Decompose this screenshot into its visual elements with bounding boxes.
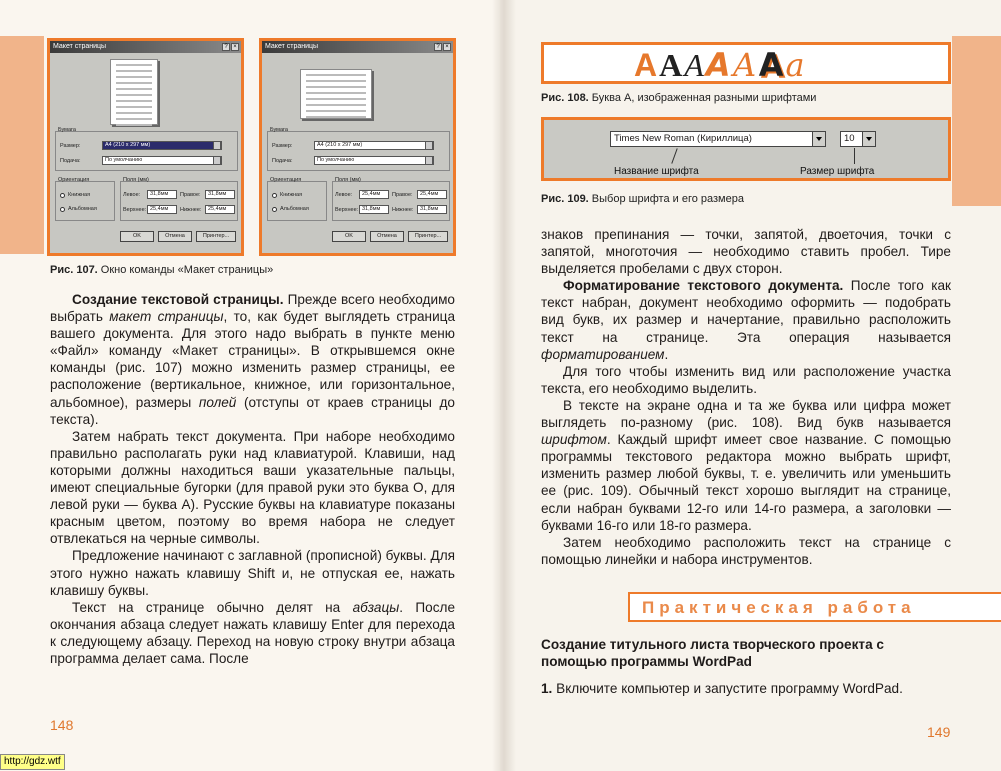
- practice-heading: Практическая работа: [642, 598, 916, 617]
- step-number: 1.: [541, 681, 553, 696]
- left-margin-label: Левое:: [335, 192, 353, 198]
- orientation-group: [267, 181, 327, 221]
- size-label: Размер:: [272, 143, 293, 149]
- font-size-combo[interactable]: 10: [840, 131, 876, 147]
- page-number-right: 149: [927, 724, 951, 740]
- page-preview: [300, 69, 372, 119]
- size-select[interactable]: A4 (210 x 297 мм): [102, 141, 222, 150]
- right-body-text: [541, 226, 951, 568]
- font-name-combo[interactable]: Times New Roman (Кириллица): [610, 131, 826, 147]
- paragraph: Текст на странице обычно делят на абзацы. После окончания абзаца следует нажать клавишу Enter для перехода к следующему абзацу. Переход на новую строку внутри абзаца программа делает сама. После: [50, 599, 455, 666]
- figure-109-font-toolbar: [541, 117, 951, 181]
- printer-button[interactable]: Принтер...: [408, 231, 448, 242]
- letter-sample: a: [785, 46, 805, 84]
- margins-label: Поля (мм): [123, 177, 149, 183]
- landscape-radio[interactable]: [60, 207, 65, 212]
- letter-sample: А: [659, 47, 683, 83]
- page-left: [0, 0, 500, 771]
- landscape-radio[interactable]: [272, 207, 277, 212]
- left-margin-label: Левое:: [123, 192, 141, 198]
- landscape-label: Альбомная: [68, 206, 97, 212]
- caption-text: Выбор шрифта и его размера: [588, 193, 744, 205]
- letter-sample: А: [684, 47, 704, 83]
- letter-sample: А: [758, 46, 784, 84]
- paragraph: Затем набрать текст документа. При наборе необходимо правильно располагать руки над клавиатурой. Клавиши, над которыми должны находиться ваши указательные пальцы, имеют специальные бугорки (для правой руки это буква О, для левой руки — буква А). Русские буквы на клавиатуре показаны красным цветом, поэтому во время набора не следует отвлекаться на черные символы.: [50, 428, 455, 547]
- ok-button[interactable]: OK: [120, 231, 154, 242]
- paragraph: Создание текстовой страницы. Прежде всего необходимо выбрать макет страницы, то, как будет выглядеть страница вашего документа. Для этого надо выбрать в пункте меню «Файл» команду «Макет страницы». В открывшемся окне команды (рис. 107) можно изменить размер страницы, ее расположение (вертикальное, книжное, или горизонтальное, альбомное), размеры полей (отступы от краев страницы до текста).: [50, 292, 456, 427]
- paragraph: Предложение начинают с заглавной (прописной) буквы. Для этого нужно нажать клавишу Shift и, не отпуская ее, нажать клавишу буквы.: [50, 548, 455, 598]
- dialog-title: Макет страницы: [265, 43, 319, 50]
- left-margin-input[interactable]: 25,4мм: [359, 190, 389, 199]
- dialog-title: Макет страницы: [53, 43, 107, 50]
- left-body-text: [50, 291, 455, 667]
- orientation-label: Ориентация: [270, 177, 302, 183]
- letter-sample: А: [705, 46, 731, 84]
- letter-sample: А: [634, 47, 658, 83]
- size-label: Размер:: [60, 143, 81, 149]
- right-margin-input[interactable]: 31,8мм: [205, 190, 235, 199]
- portrait-label: Книжная: [280, 192, 303, 198]
- top-margin-input[interactable]: 31,8мм: [359, 205, 389, 214]
- caption-text: Окно команды «Макет страницы»: [97, 264, 274, 276]
- help-icon[interactable]: ?: [434, 43, 442, 51]
- dialog-titlebar: [262, 41, 453, 53]
- chevron-down-icon[interactable]: [812, 131, 826, 147]
- caption-number: Рис. 108.: [541, 92, 589, 104]
- margins-group: [332, 181, 450, 221]
- top-margin-label: Верхнее:: [335, 207, 359, 213]
- practice-heading-box: [628, 592, 1001, 622]
- portrait-radio[interactable]: [60, 193, 65, 198]
- bottom-margin-label: Нижнее:: [392, 207, 414, 213]
- paragraph: Для того чтобы изменить вид или расположение участка текста, его необходимо выделить.: [541, 363, 951, 396]
- pointer-line: [671, 148, 677, 163]
- caption-number: Рис. 109.: [541, 193, 589, 205]
- paper-group-label: Бумага: [58, 127, 76, 133]
- task-title: Создание титульного листа творческого проекта с помощью программы WordPad: [541, 637, 884, 670]
- margins-group: [120, 181, 238, 221]
- paper-group-label: Бумага: [270, 127, 288, 133]
- help-icon[interactable]: ?: [222, 43, 230, 51]
- cancel-button[interactable]: Отмена: [370, 231, 404, 242]
- paper-group: [267, 131, 450, 171]
- figure-108-caption: [541, 92, 816, 104]
- source-select[interactable]: По умолчанию: [102, 156, 222, 165]
- right-margin-input[interactable]: 25,4мм: [417, 190, 447, 199]
- bottom-margin-input[interactable]: 25,4мм: [205, 205, 235, 214]
- margins-label: Поля (мм): [335, 177, 361, 183]
- printer-button[interactable]: Принтер...: [196, 231, 236, 242]
- portrait-label: Книжная: [68, 192, 91, 198]
- left-margin-input[interactable]: 31,8мм: [147, 190, 177, 199]
- orientation-label: Ориентация: [58, 177, 90, 183]
- watermark-url[interactable]: http://gdz.wtf: [0, 754, 65, 770]
- figure-107-caption: [50, 264, 273, 276]
- bottom-margin-input[interactable]: 31,8мм: [417, 205, 447, 214]
- source-select[interactable]: По умолчанию: [314, 156, 434, 165]
- font-size-label: Размер шрифта: [800, 166, 875, 177]
- right-margin-label: Правое:: [180, 192, 201, 198]
- letter-samples: [634, 46, 805, 82]
- close-icon[interactable]: ×: [231, 43, 239, 51]
- paragraph: В тексте на экране одна и та же буква или цифра может выглядеть по-разному (рис. 108). Вид букв называется шрифтом. Каждый шрифт имеет свое название. С помощью программы текстового редактора можно выбрать шрифт, изменить размер любой буквы, т. е. увеличить или уменьшить ее (рис. 109). Обычный текст хорошо выглядит на странице, если набран буквами 12-го или 14-го размера, а заголовки — буквами 16-го или 18-го размера.: [541, 397, 951, 533]
- caption-text: Буква А, изображенная разными шрифтами: [588, 92, 817, 104]
- font-name-label: Название шрифта: [614, 166, 699, 177]
- paragraph: Затем необходимо расположить текст на странице с помощью линейки и набора инструментов.: [541, 534, 951, 567]
- paragraph: Форматирование текстового документа. После того как текст набран, документ необходимо оформить — подобрать вид букв, их размер и начертание, правильно расположить текст на странице. Эта операция называется форматированием.: [541, 278, 951, 362]
- figure-108-font-samples: [541, 42, 951, 84]
- close-icon[interactable]: ×: [443, 43, 451, 51]
- bottom-margin-label: Нижнее:: [180, 207, 202, 213]
- top-margin-input[interactable]: 25,4мм: [147, 205, 177, 214]
- page-preview: [110, 59, 158, 125]
- page-number-left: 148: [50, 717, 74, 733]
- paragraph: знаков препинания — точки, запятой, двоеточия, точки с запятой, многоточия — необходимо ставить пробел. Тире выделяется пробелами с двух сторон.: [541, 227, 951, 277]
- book-gutter: [492, 0, 516, 771]
- ok-button[interactable]: OK: [332, 231, 366, 242]
- pointer-line: [854, 148, 855, 164]
- source-label: Подача:: [272, 158, 293, 164]
- figure-109-caption: [541, 193, 744, 205]
- chevron-down-icon[interactable]: [862, 131, 876, 147]
- source-label: Подача:: [60, 158, 81, 164]
- portrait-radio[interactable]: [272, 193, 277, 198]
- right-margin-label: Правое:: [392, 192, 413, 198]
- landscape-label: Альбомная: [280, 206, 309, 212]
- size-select[interactable]: A4 (210 x 297 мм): [314, 141, 434, 150]
- page-setup-dialog-2: [259, 38, 456, 256]
- letter-sample: А: [732, 46, 757, 84]
- cancel-button[interactable]: Отмена: [158, 231, 192, 242]
- paper-group: [55, 131, 238, 171]
- accent-band-right: [952, 36, 1001, 206]
- top-margin-label: Верхнее:: [123, 207, 147, 213]
- accent-band-left: [0, 36, 44, 254]
- step-1: [541, 680, 951, 697]
- step-text: Включите компьютер и запустите программу WordPad.: [556, 681, 903, 696]
- caption-number: Рис. 107.: [50, 264, 98, 276]
- orientation-group: [55, 181, 115, 221]
- dialog-titlebar: [50, 41, 241, 53]
- page-setup-dialog-1: [47, 38, 244, 256]
